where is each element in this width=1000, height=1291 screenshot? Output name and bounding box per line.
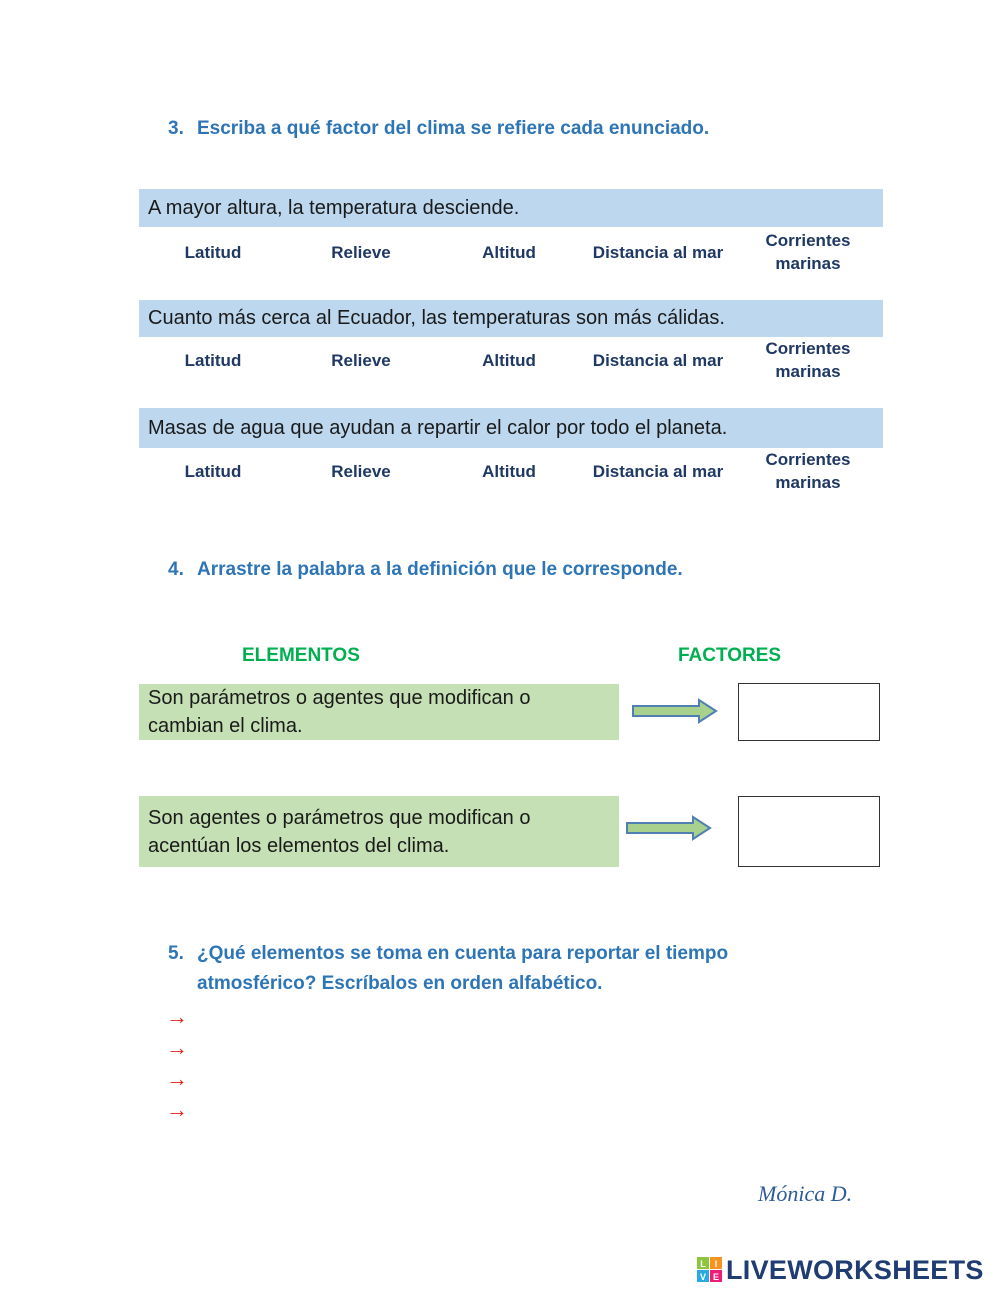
option-altitud[interactable]: Altitud — [482, 350, 536, 370]
question-5-title — [168, 943, 888, 1003]
arrow-right-icon — [630, 698, 720, 724]
options-row-2 — [139, 331, 883, 389]
logo-letter: L — [700, 1259, 706, 1269]
drop-box-2[interactable] — [738, 796, 880, 867]
option-altitud[interactable]: Altitud — [482, 461, 536, 481]
option-distancia-al-mar[interactable]: Distancia al mar — [592, 350, 724, 370]
options-row-3 — [139, 442, 883, 500]
logo-letter: V — [699, 1272, 707, 1282]
option-distancia-al-mar[interactable]: Distancia al mar — [592, 242, 724, 262]
live-blocks-icon — [697, 1257, 723, 1283]
question-4-title — [168, 559, 868, 585]
question-number: 3. — [168, 118, 184, 139]
arrow-bullet-icon: → — [166, 1066, 188, 1091]
arrow-bullet-icon: → — [166, 1035, 188, 1060]
option-corrientes-marinas[interactable]: Corrientes marinas — [765, 231, 851, 273]
question-3-title — [168, 118, 868, 144]
arrow-bullet-icon: → — [166, 1097, 188, 1122]
option-altitud[interactable]: Altitud — [482, 242, 536, 262]
logo-letter: I — [714, 1259, 718, 1269]
drag-word-elementos[interactable]: ELEMENTOS — [242, 645, 360, 666]
options-row-1 — [139, 223, 883, 281]
statement-1: A mayor altura, la temperatura desciende. — [139, 189, 883, 227]
liveworksheets-logo — [697, 1255, 984, 1285]
question-number: 5. — [168, 943, 184, 964]
option-relieve[interactable]: Relieve — [331, 461, 391, 481]
option-corrientes-marinas[interactable]: Corrientes marinas — [765, 339, 851, 381]
drop-box-1[interactable] — [738, 683, 880, 741]
question-text-line-2: atmosférico? Escríbalos en orden alfabético. — [197, 973, 603, 994]
option-latitud[interactable]: Latitud — [184, 461, 242, 481]
logo-letter: E — [712, 1272, 720, 1282]
option-relieve[interactable]: Relieve — [331, 350, 391, 370]
question-text: Escriba a qué factor del clima se refiere cada enunciado. — [197, 118, 710, 139]
statement-2: Cuanto más cerca al Ecuador, las temperaturas son más cálidas. — [139, 300, 883, 337]
definition-1: Son parámetros o agentes que modifican o cambian el clima. — [139, 684, 619, 740]
question-number: 4. — [168, 559, 184, 580]
option-latitud[interactable]: Latitud — [184, 242, 242, 262]
option-distancia-al-mar[interactable]: Distancia al mar — [592, 461, 724, 481]
arrow-right-icon — [624, 815, 714, 841]
question-text-line-1: ¿Qué elementos se toma en cuenta para reportar el tiempo — [197, 943, 729, 964]
option-corrientes-marinas[interactable]: Corrientes marinas — [765, 450, 851, 492]
arrow-bullet-icon: → — [166, 1004, 188, 1029]
definition-2: Son agentes o parámetros que modifican o acentúan los elementos del clima. — [139, 796, 619, 867]
brand-name: LIVEWORKSHEETS — [726, 1254, 984, 1285]
option-latitud[interactable]: Latitud — [184, 350, 242, 370]
option-relieve[interactable]: Relieve — [331, 242, 391, 262]
drag-word-factores[interactable]: FACTORES — [678, 645, 782, 666]
question-text: Arrastre la palabra a la definición que le corresponde. — [197, 559, 683, 580]
author-signature: Mónica D. — [758, 1181, 853, 1206]
statement-3: Masas de agua que ayudan a repartir el calor por todo el planeta. — [139, 408, 883, 448]
